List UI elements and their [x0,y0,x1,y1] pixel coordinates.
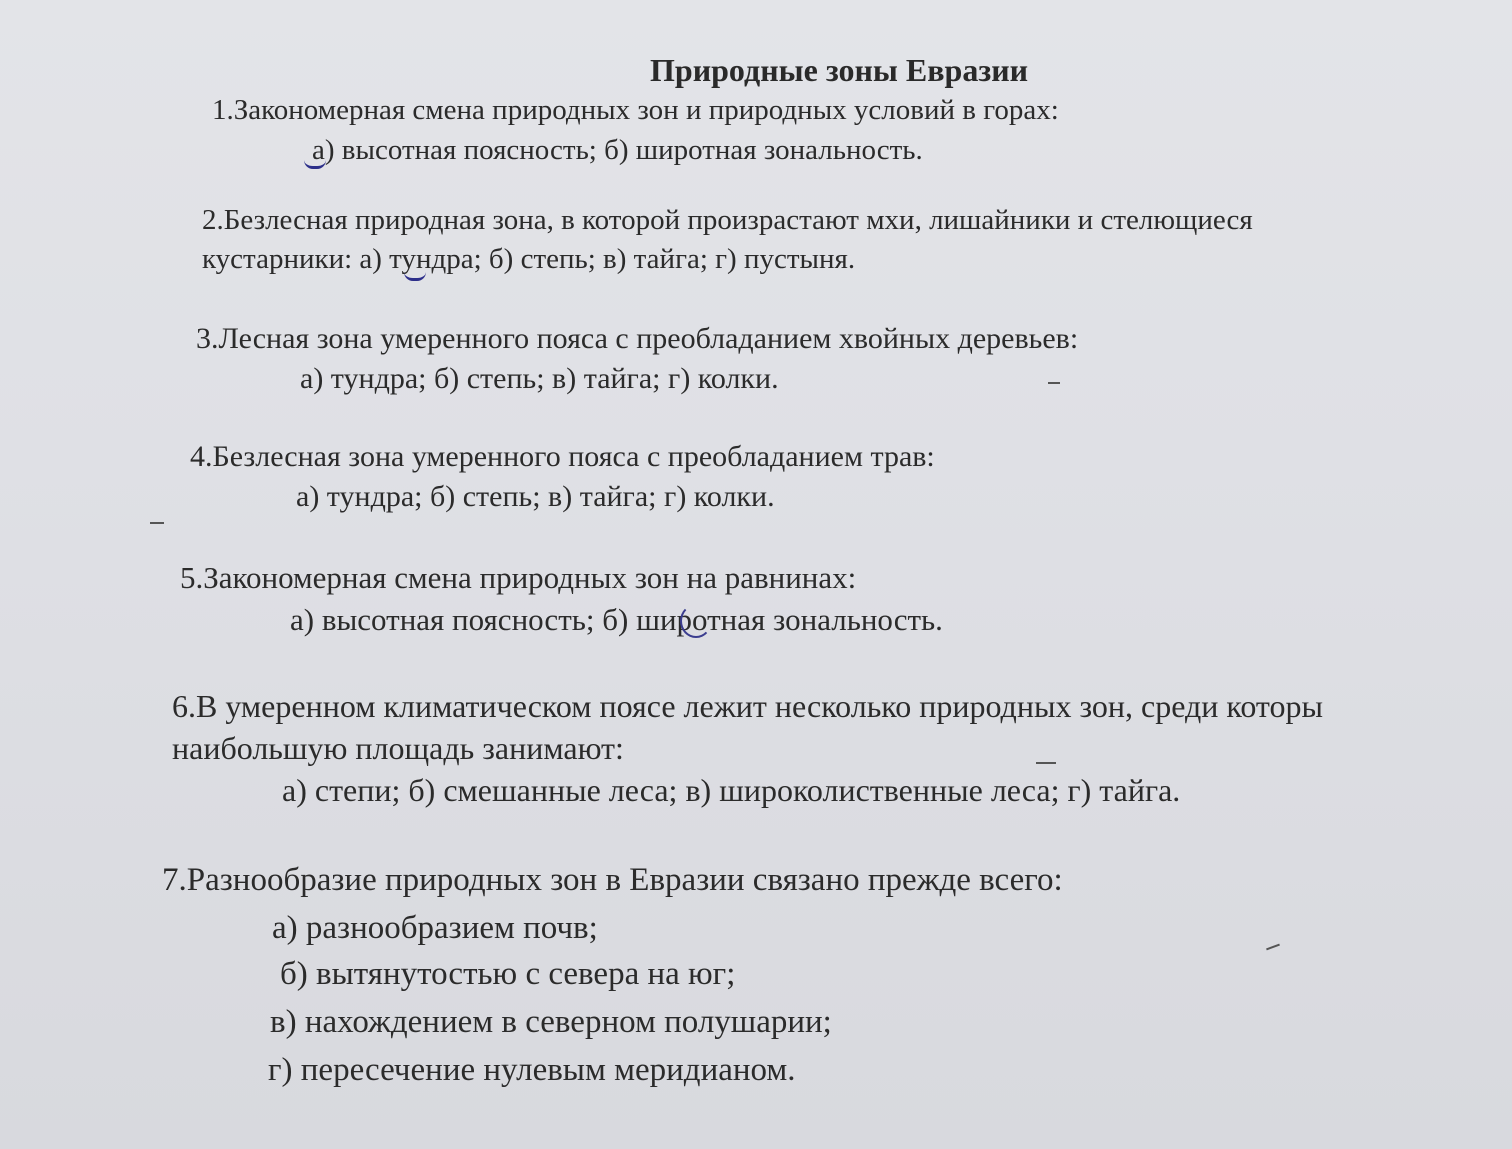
question-7-answer-c: в) нахождением в северном полушарии; [270,1004,832,1040]
question-6-text: 6.В умеренном климатическом поясе лежит несколько природных зон, среди которы [172,688,1323,724]
question-7-text: 7.Разнообразие природных зон в Евразии связано прежде всего: [162,862,1063,898]
answer-mark [680,604,712,638]
question-1-answers: а) высотная поясность; б) широтная зональность. [312,134,923,166]
stray-mark [150,522,164,524]
question-7-answer-a: а) разнообразием почв; [272,910,598,946]
question-3-text: 3.Лесная зона умеренного пояса с преобладанием хвойных деревьев: [196,322,1079,355]
stray-mark [1036,762,1056,764]
question-5-text: 5.Закономерная смена природных зон на равнинах: [180,560,857,595]
question-6-answers: а) степи; б) смешанные леса; в) широколиственные леса; г) тайга. [282,772,1181,808]
question-3-answers: а) тундра; б) степь; в) тайга; г) колки. [300,362,779,395]
question-7-answer-d: г) пересечение нулевым меридианом. [268,1052,796,1088]
question-2-answers: кустарники: а) тундра; б) степь; в) тайга; г) пустыня. [202,243,856,275]
question-1-text: 1.Закономерная смена природных зон и природных условий в горах: [212,94,1059,126]
stray-mark [1266,944,1280,951]
question-4-text: 4.Безлесная зона умеренного пояса с преобладанием трав: [190,440,935,473]
answer-mark [404,272,426,281]
question-5-answers: а) высотная поясность; б) широтная зональность. [290,602,943,637]
question-2-text: 2.Безлесная природная зона, в которой произрастают мхи, лишайники и стелющиеся [202,204,1253,236]
question-7-answer-b: б) вытянутостью с севера на юг; [280,956,736,992]
question-4-answers: а) тундра; б) степь; в) тайга; г) колки. [296,480,775,513]
page-title: Природные зоны Евразии [650,52,1029,88]
answer-mark [304,160,326,169]
question-6-line-2: наибольшую площадь занимают: [172,730,624,766]
stray-mark [1048,382,1060,384]
